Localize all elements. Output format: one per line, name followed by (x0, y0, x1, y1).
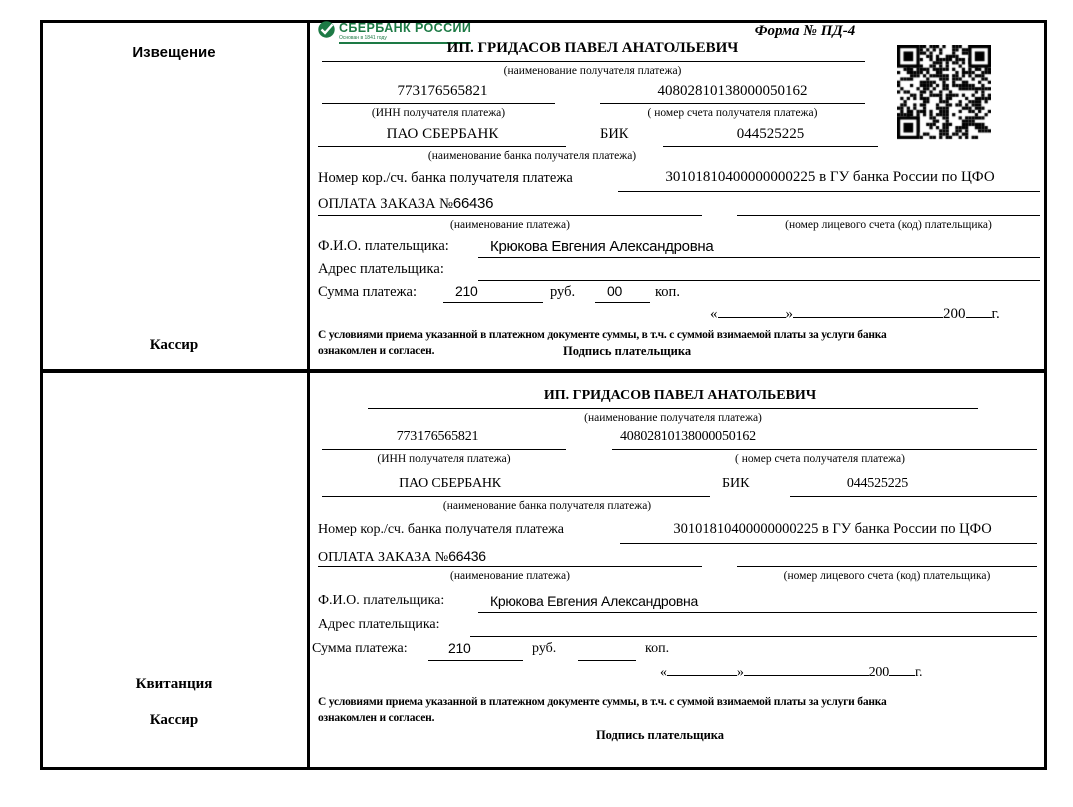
amount-label: Сумма платежа: (318, 284, 417, 300)
close-quote: » (736, 665, 744, 680)
payer-name-label: Ф.И.О. плательщика: (318, 238, 449, 254)
bik-label: БИК (600, 126, 629, 142)
field-line (478, 257, 1040, 258)
open-quote: « (710, 306, 718, 322)
blank-line (793, 304, 943, 318)
year-suffix: г. (991, 306, 1000, 322)
purpose-prefix: ОПЛАТА ЗАКАЗА № (318, 196, 453, 212)
field-line (322, 449, 566, 450)
field-line (600, 103, 865, 104)
year-prefix: 200 (943, 306, 966, 322)
field-line (322, 496, 710, 497)
field-line (595, 302, 650, 303)
inn-caption: (ИНН получателя платежа) (377, 453, 511, 465)
year-suffix: г. (915, 665, 923, 680)
year-prefix: 200 (868, 665, 890, 680)
notice-label: Извещение (132, 44, 216, 61)
field-line (790, 496, 1037, 497)
field-line (322, 103, 555, 104)
purpose-caption: (наименование платежа) (450, 570, 570, 582)
amount-rub-value: 210 (448, 640, 471, 656)
rub-label: руб. (550, 284, 576, 300)
field-line (368, 408, 978, 409)
brand-tagline: Основан в 1841 году (339, 35, 387, 41)
recipient-inn: 773176565821 (397, 83, 488, 99)
agreement-line1: С условиями приема указанной в платежном документе суммы, в т.ч. с суммой взимаемой платы за услуги банка (318, 696, 887, 708)
field-line (318, 146, 566, 147)
corr-account-value: 30101810400000000225 в ГУ банка России по ЦФО (665, 169, 995, 185)
agreement-line2: ознакомлен и согласен. (318, 345, 435, 357)
field-line (443, 302, 543, 303)
recipient-inn: 773176565821 (396, 429, 479, 444)
field-line (318, 215, 702, 216)
bik-value: 044525225 (736, 126, 805, 142)
field-line (578, 660, 636, 661)
field-line (612, 449, 1037, 450)
kop-label: коп. (655, 284, 680, 300)
close-quote: » (785, 306, 793, 322)
section-divider (40, 369, 1047, 373)
cashier-label-top: Кассир (149, 337, 199, 353)
payer-signature-label: Подпись плательщика (563, 344, 692, 358)
date-line (660, 662, 922, 681)
inn-caption: (ИНН получателя платежа) (371, 107, 506, 119)
field-line (428, 660, 523, 661)
personal-account-caption: (номер лицевого счета (код) плательщика) (783, 570, 991, 582)
payer-address-label: Адрес плательщика: (318, 617, 440, 632)
receipt-label: Квитанция (135, 676, 213, 692)
field-line (318, 566, 702, 567)
cashier-label-bottom: Кассир (149, 712, 199, 728)
corr-account-label: Номер кор./сч. банка получателя платежа (318, 522, 564, 537)
blank-line (718, 304, 786, 318)
kop-label: коп. (645, 641, 670, 656)
blank-line (889, 662, 915, 676)
recipient-account: 40802810138000050162 (619, 429, 756, 444)
blank-line (667, 662, 737, 676)
corr-account-value: 30101810400000000225 в ГУ банка России по ЦФО (673, 521, 992, 537)
payer-name-value: Крюкова Евгения Александровна (490, 593, 698, 609)
qr-code-icon (897, 45, 991, 142)
bank-caption: (наименование банка получателя платежа) (442, 500, 652, 512)
date-line (710, 304, 1000, 323)
field-line (737, 215, 1040, 216)
bik-label: БИК (722, 476, 750, 491)
recipient-name: ИП. ГРИДАСОВ ПАВЕЛ АНАТОЛЬЕВИЧ (543, 388, 817, 403)
rub-label: руб. (532, 641, 557, 656)
account-caption: ( номер счета получателя платежа) (735, 453, 905, 465)
amount-kop-value: 00 (607, 283, 622, 299)
field-line (737, 566, 1037, 567)
payer-address-label: Адрес плательщика: (318, 261, 444, 277)
payer-name-label: Ф.И.О. плательщика: (318, 593, 445, 608)
blank-line (966, 304, 992, 318)
recipient-name: ИП. ГРИДАСОВ ПАВЕЛ АНАТОЛЬЕВИЧ (446, 40, 739, 56)
field-line (470, 636, 1037, 637)
field-line (478, 280, 1040, 281)
recipient-name-caption: (наименование получателя платежа) (584, 412, 762, 424)
amount-rub-value: 210 (455, 283, 478, 299)
recipient-bank: ПАО СБЕРБАНК (386, 126, 499, 142)
personal-account-caption: (номер лицевого счета (код) плательщика) (785, 219, 992, 231)
field-line (478, 612, 1037, 613)
open-quote: « (660, 665, 667, 680)
purpose-number: 66436 (448, 548, 486, 564)
payer-name-value: Крюкова Евгения Александровна (490, 238, 714, 255)
purpose-number: 66436 (452, 195, 494, 212)
purpose-caption: (наименование платежа) (450, 219, 570, 231)
recipient-name-caption: (наименование получателя платежа) (503, 65, 682, 77)
account-caption: ( номер счета получателя платежа) (647, 107, 818, 119)
amount-label: Сумма платежа: (312, 641, 408, 656)
agreement-line2: ознакомлен и согласен. (318, 712, 435, 724)
field-line (620, 543, 1037, 544)
bank-caption: (наименование банка получателя платежа) (427, 150, 637, 162)
payer-signature-label: Подпись плательщика (595, 728, 725, 742)
brand-name: СБЕРБАНК РОССИИ (339, 21, 472, 35)
recipient-account: 40802810138000050162 (657, 83, 808, 99)
field-line (663, 146, 878, 147)
field-line (618, 191, 1040, 192)
bik-value: 044525225 (846, 476, 909, 491)
agreement-line1: С условиями приема указанной в платежном документе суммы, в т.ч. с суммой взимаемой платы за услуги банка (318, 329, 887, 341)
sberbank-logo-icon (318, 21, 335, 38)
form-number-label: Форма № ПД-4 (754, 23, 856, 39)
corr-account-label: Номер кор./сч. банка получателя платежа (318, 170, 573, 186)
field-line (322, 61, 865, 62)
blank-line (744, 662, 869, 676)
purpose-prefix: ОПЛАТА ЗАКАЗА № (318, 550, 449, 565)
recipient-bank: ПАО СБЕРБАНК (399, 476, 501, 491)
stub-divider (307, 20, 310, 770)
